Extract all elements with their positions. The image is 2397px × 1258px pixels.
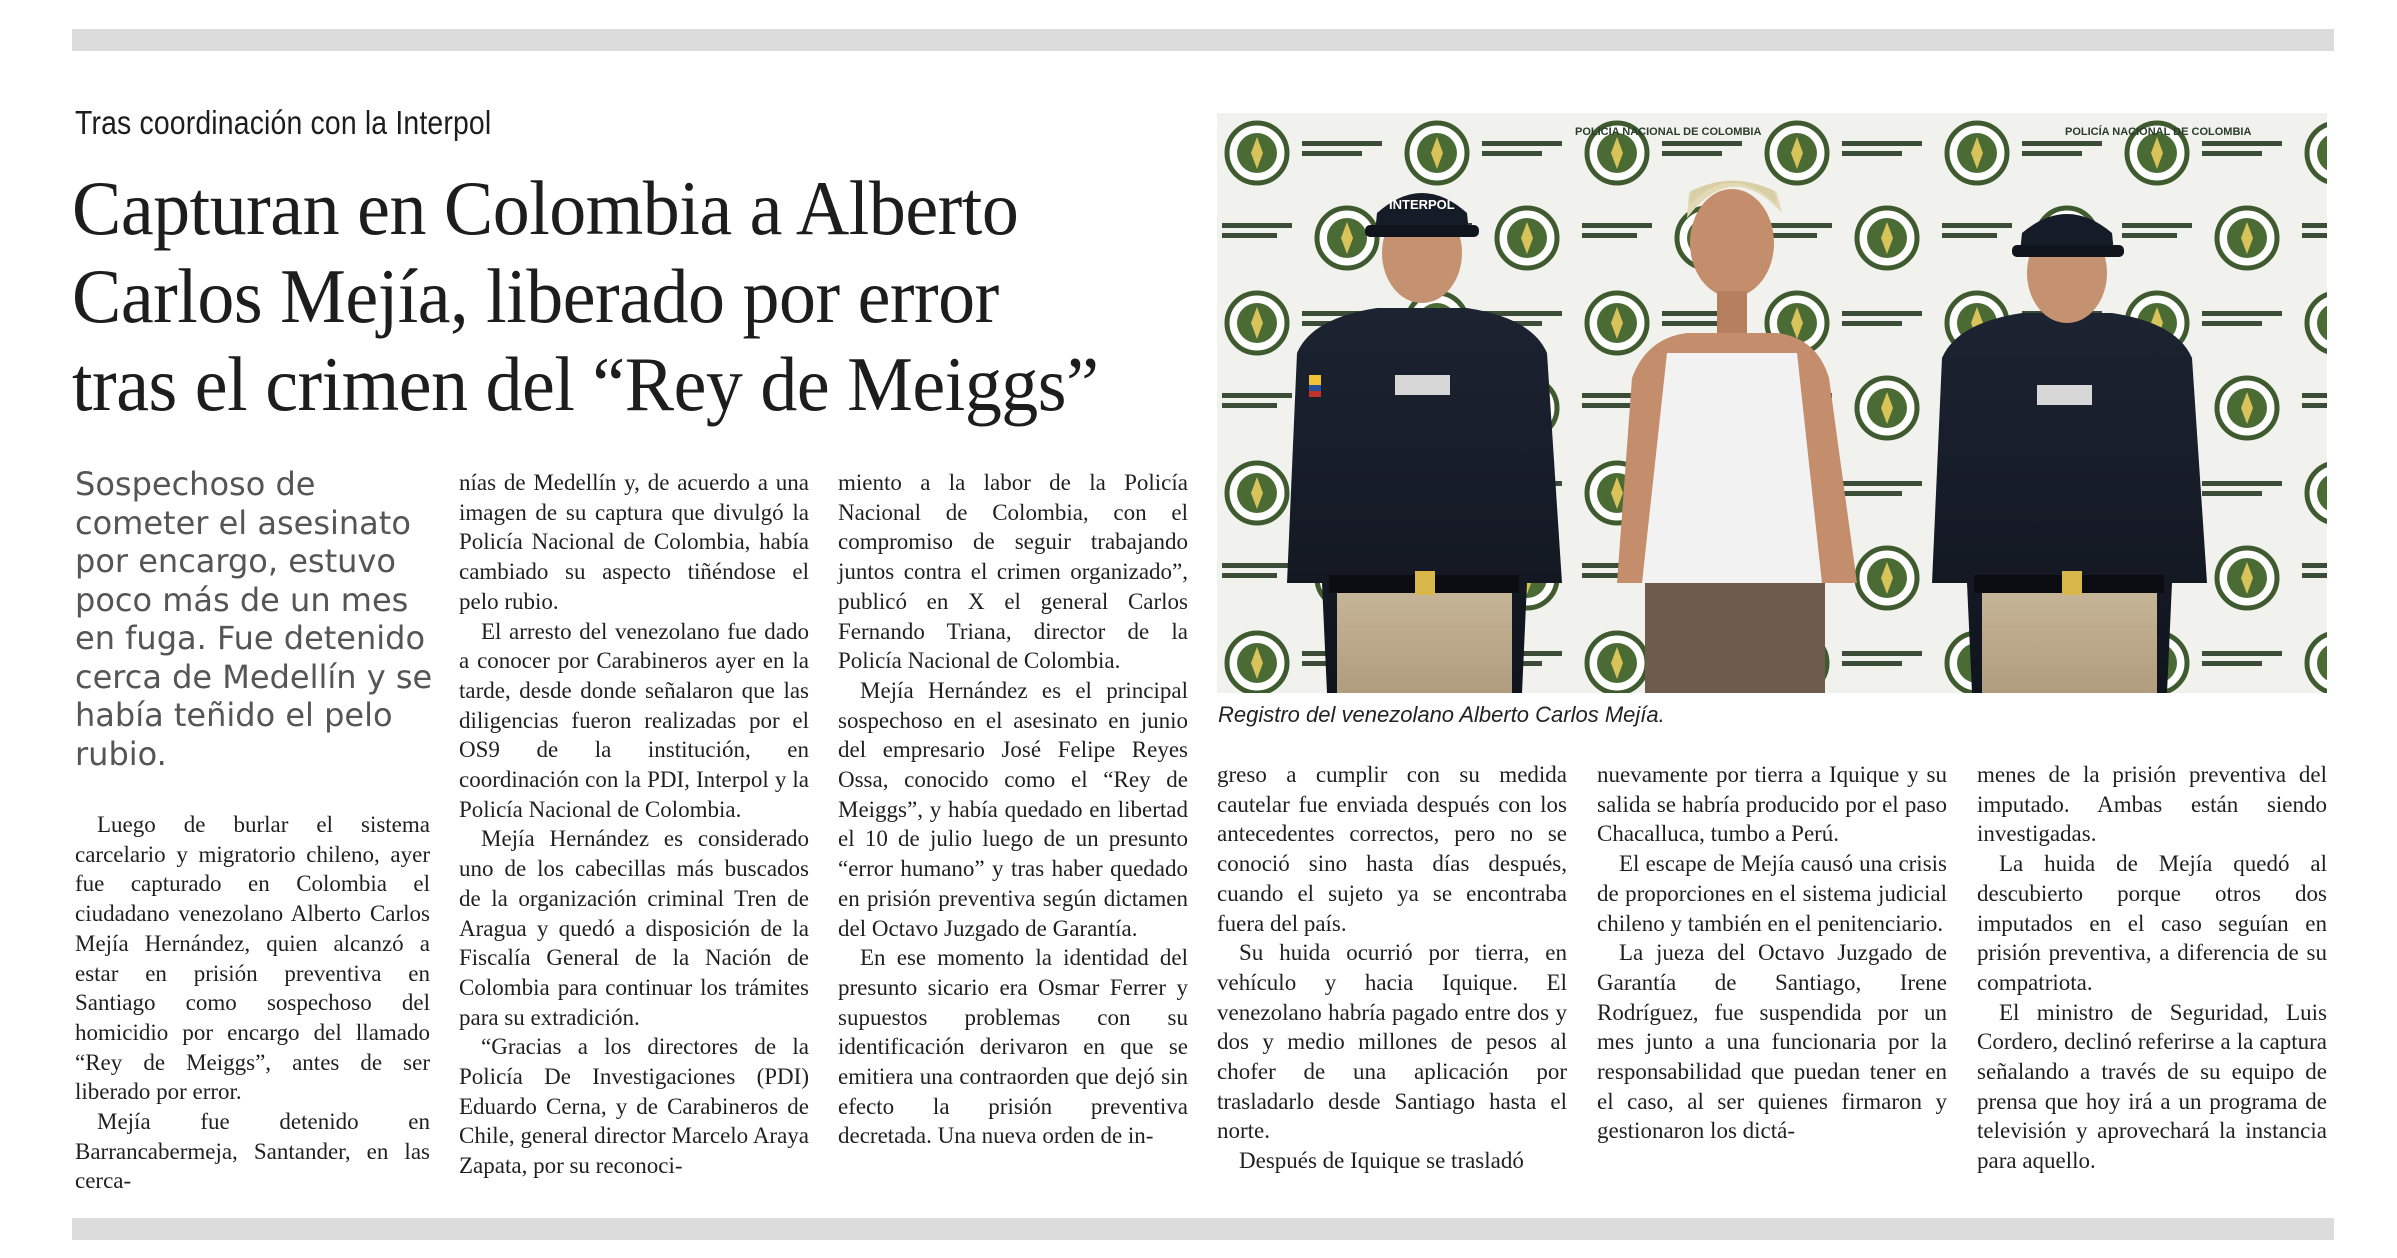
article-headline — [72, 164, 1272, 428]
text-column-3 — [838, 468, 1188, 1151]
backdrop-label: POLICÍA NACIONAL DE COLOMBIA — [1575, 126, 1762, 138]
cap-label: INTERPOL — [1389, 197, 1455, 212]
paragraph: Mejía Hernández es considerado uno de los cabecillas más buscados de la organización criminal Tren de Aragua y quedó a disposición de la Fiscalía General de la Nación de Colombia para continuar los trámites para su extradición. — [459, 826, 809, 1030]
backdrop-label: POLICÍA NACIONAL DE COLOMBIA — [2065, 126, 2252, 138]
paragraph: Mejía fue detenido en Barrancabermeja, Santander, en las cerca- — [75, 1109, 430, 1194]
text-column-5 — [1597, 760, 1947, 1146]
paragraph: menes de la prisión preventiva del imputado. Ambas están siendo investigadas. — [1977, 762, 2327, 847]
text-column-6 — [1977, 760, 2327, 1176]
paragraph: “Gracias a los directores de la Policía De Investigaciones (PDI) Eduardo Cerna, y de Carabineros de Chile, general director Marcelo Araya Zapata, por su reconoci- — [459, 1034, 809, 1179]
paragraph: El escape de Mejía causó una crisis de proporciones en el sistema judicial chileno y también en el penitenciario. — [1597, 851, 1947, 936]
paragraph: Después de Iquique se trasladó — [1239, 1148, 1524, 1174]
paragraph: miento a la labor de la Policía Nacional de Colombia, con el compromiso de seguir trabajando juntos contra el crimen organizado”, publicó en X el general Carlos Fernando Triana, director de la Policía Nacional de Colombia. — [838, 470, 1188, 674]
article-kicker: Tras coordinación con la Interpol — [75, 104, 492, 141]
paragraph: Mejía Hernández es el principal sospechoso en el asesinato en junio del empresario José Felipe Reyes Ossa, conocido como el “Rey de Meiggs”, y había quedado en libertad el 10 de julio luego de un presunto “error humano” y tras haber quedado en prisión preventiva según dictamen del Octavo Juzgado de Garantía. — [838, 677, 1188, 941]
photo-caption: Registro del venezolano Alberto Carlos Mejía. — [1218, 702, 1665, 727]
paragraph: nías de Medellín y, de acuerdo a una imagen de su captura que divulgó la Policía Nacional de Colombia, había cambiado su aspecto tiñéndose el pelo rubio. — [459, 470, 809, 614]
paragraph: El arresto del venezolano fue dado a conocer por Carabineros ayer en la tarde, desde donde señalaron que las diligencias fueron realizadas por el OS9 de la institución, en coordinación con la PDI, Interpol y la Policía Nacional de Colombia. — [459, 618, 809, 822]
paragraph: greso a cumplir con su medida cautelar fue enviada después con los antecedentes correctos, pero no se conoció sino hasta días después, cuando el sujeto ya se encontraba fuera del país. — [1217, 762, 1567, 936]
article-photo — [1217, 113, 2327, 693]
text-column-1 — [75, 810, 430, 1196]
paragraph: La huida de Mejía quedó al descubierto porque otros dos imputados en el caso seguían en prisión preventiva, a diferencia de su compatriota. — [1977, 851, 2327, 995]
paragraph: En ese momento la identidad del presunto sicario era Osmar Ferrer y supuestos problemas con su identificación derivaron en que se emitiera una contraorden que dejó sin efecto la prisión preventiva decretada. Una nueva orden de in- — [838, 945, 1188, 1149]
paragraph: Luego de burlar el sistema carcelario y migratorio chileno, ayer fue capturado en Colombia el ciudadano venezolano Alberto Carlos Mejía Hernández, quien alcanzó a estar en prisión preventiva en Santiago como sospechoso del homicidio por encargo del llamado “Rey de Meiggs”, antes de ser liberado por error. — [75, 812, 430, 1105]
paragraph: nuevamente por tierra a Iquique y su salida se habría producido por el paso Chacalluca, tumbo a Perú. — [1597, 762, 1947, 847]
headline-line: Carlos Mejía, liberado por error — [72, 253, 999, 339]
text-column-2 — [459, 468, 809, 1181]
bottom-divider-bar — [72, 1218, 2334, 1240]
top-divider-bar — [72, 29, 2334, 51]
paragraph: La jueza del Octavo Juzgado de Garantía de Santiago, Irene Rodríguez, fue suspendida por un mes junto a una funcionaria por la responsabilidad que puedan tener en el caso, al ser quienes firmaron y gestionaron los dictá- — [1597, 940, 1947, 1144]
text-column-4 — [1217, 760, 1567, 1176]
headline-line: tras el crimen del “Rey de Meiggs” — [72, 341, 1099, 427]
paragraph: Su huida ocurrió por tierra, en vehículo y hacia Iquique. El venezolano habría pagado entre dos y dos y medio millones de pesos al chofer de una aplicación por trasladarlo desde Santiago hasta el norte. — [1217, 940, 1567, 1144]
paragraph: El ministro de Seguridad, Luis Cordero, declinó referirse a la captura señalando a través de su equipo de prensa que hoy irá a un programa de televisión y aprovechará la instancia para aquello. — [1977, 999, 2327, 1174]
headline-line: Capturan en Colombia a Alberto — [72, 165, 1019, 251]
article-deck: Sospechoso de cometer el asesinato por encargo, estuvo poco más de un mes en fuga. Fue detenido cerca de Medellín y se había teñido el pelo rubio. — [75, 465, 433, 773]
